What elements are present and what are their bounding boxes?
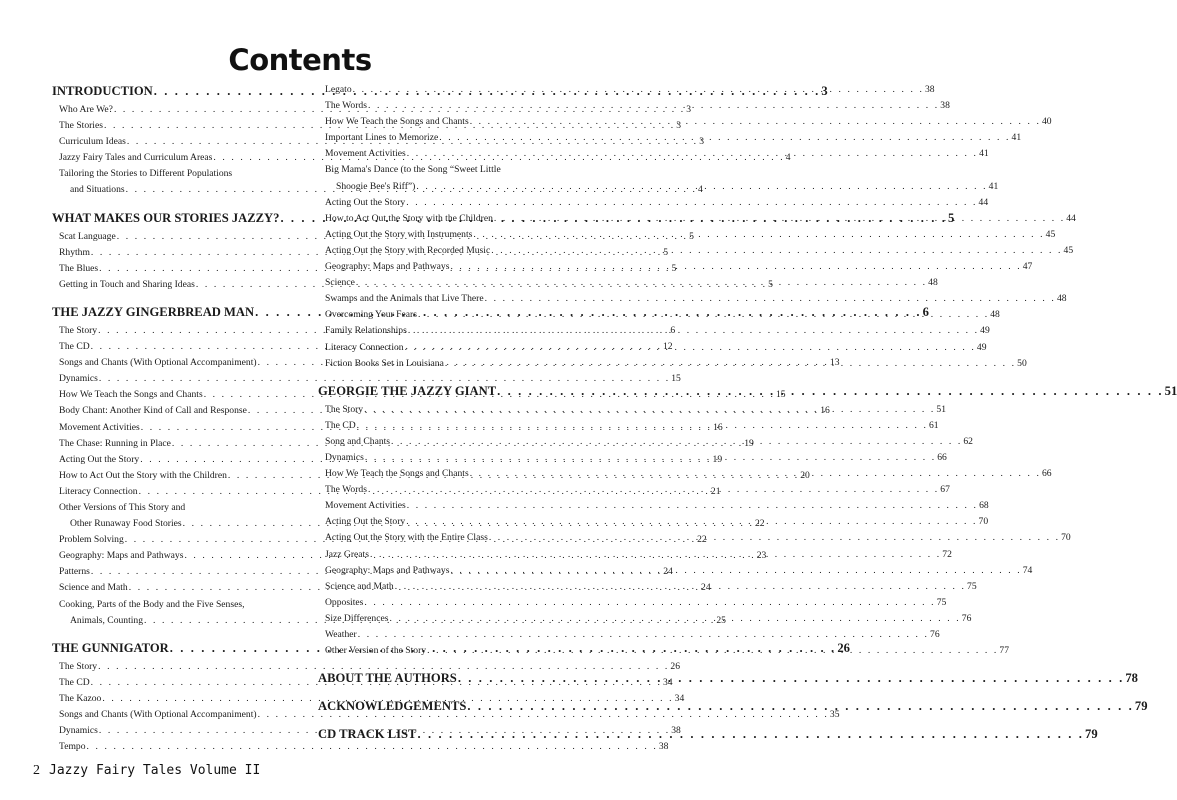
- toc-entry-page: 40: [1042, 116, 1052, 128]
- toc-entry-text: Cooking, Parts of the Body and the Five Senses,: [59, 598, 245, 610]
- page-footer: [33, 763, 260, 779]
- toc-entry-text: Movement Activities: [325, 148, 406, 160]
- toc-entry-page: 45: [1063, 244, 1074, 256]
- toc-entry-text: Song and Chants: [325, 435, 391, 447]
- section-heading-page: 79: [1085, 727, 1098, 742]
- section-heading-page: 78: [1125, 671, 1138, 686]
- toc-entry-text: The Stories: [59, 120, 103, 132]
- toc-entry: [318, 82, 935, 98]
- dot-leader: [494, 211, 1065, 227]
- toc-entry-page: 62: [963, 435, 973, 447]
- toc-entry-text: Jazz Greats: [325, 548, 369, 560]
- toc-entry-text: Who Are We?: [59, 104, 113, 115]
- dot-leader: [407, 498, 978, 514]
- toc-entry-text: The Blues: [59, 262, 99, 274]
- dot-leader: [407, 146, 978, 162]
- toc-entry: [52, 597, 289, 613]
- toc-entry-text: Geography: Maps and Pathways: [325, 564, 450, 576]
- toc-entry: [318, 243, 1074, 259]
- toc-entry-page: 15: [671, 373, 681, 385]
- toc-entry-text: Science and Math: [59, 582, 128, 594]
- toc-entry-text: Jazzy Fairy Tales and Curriculum Areas: [59, 152, 213, 164]
- toc-entry-page: 5: [671, 262, 677, 274]
- footer-page-number: 2: [33, 763, 40, 778]
- dot-leader: [489, 530, 1060, 546]
- toc-entry-page: 23: [756, 550, 767, 562]
- toc-entry-text: Getting in Touch and Sharing Ideas: [59, 278, 195, 290]
- toc-entry-text: Weather: [325, 629, 357, 640]
- toc-entry-text: Dynamics: [59, 373, 98, 385]
- section-heading-text: CD TRACK LIST: [318, 727, 417, 742]
- toc-entry-page: 77: [999, 645, 1009, 657]
- toc-entry-text: How We Teach the Songs and Chants: [325, 116, 469, 128]
- toc-entry: [318, 195, 989, 211]
- page-title: Contents: [228, 43, 372, 77]
- toc-entry-page: 72: [942, 548, 952, 560]
- toc-entry-text: Acting Out the Story with the Entire Class: [325, 532, 488, 544]
- section-heading-page: 6: [922, 304, 929, 319]
- toc-entry: [318, 627, 940, 643]
- dot-leader: [358, 627, 929, 643]
- toc-entry: [52, 707, 840, 723]
- toc-entry: [318, 307, 1000, 323]
- toc-entry: [318, 114, 1052, 130]
- toc-entry: [52, 500, 289, 516]
- toc-entry-page: 5: [663, 246, 669, 258]
- dot-leader: [470, 114, 1041, 130]
- toc-entry-text: How We Teach the Songs and Chants: [59, 389, 203, 401]
- toc-entry-page: 24: [663, 566, 673, 578]
- toc-entry-page: 76: [930, 629, 940, 640]
- section-heading-text: THE GUNNIGATOR: [52, 640, 169, 655]
- toc-entry: [318, 498, 989, 514]
- toc-entry-text: Acting Out the Story: [325, 516, 406, 528]
- toc-entry-page: 68: [979, 500, 989, 512]
- toc-entry-text: The Story: [325, 403, 364, 415]
- toc-entry-text: Songs and Chants (With Optional Accompaniment): [59, 709, 257, 720]
- toc-entry-text: The Story: [59, 660, 98, 672]
- toc-entry-page: 24: [701, 582, 711, 594]
- section-heading-text: WHAT MAKES OUR STORIES JAZZY?: [52, 210, 280, 225]
- toc-entry: [318, 146, 989, 162]
- toc-entry: [52, 739, 669, 755]
- section-heading-text: GEORGIE THE JAZZY GIANT: [318, 383, 497, 398]
- toc-entry-page: 50: [1017, 357, 1027, 369]
- toc-entry-page: 41: [1011, 132, 1022, 144]
- toc-entry-text: Overcoming Your Fears: [325, 309, 417, 321]
- toc-entry: [318, 595, 947, 611]
- toc-entry-text: Big Mama's Dance (to the Song “Sweet Little: [325, 164, 501, 176]
- toc-entry-text: Geography: Maps and Pathways: [59, 550, 184, 562]
- toc-entry-page: 16: [713, 421, 723, 433]
- dot-leader: [370, 547, 941, 563]
- dot-leader: [368, 98, 939, 114]
- toc-entry-text: Patterns: [59, 566, 90, 578]
- dot-leader: [458, 669, 1125, 687]
- dot-leader: [389, 611, 960, 627]
- toc-entry-page: 75: [936, 596, 947, 608]
- toc-entry-text: The Words: [325, 100, 367, 112]
- toc-entry-text: Literacy Connection: [59, 485, 138, 497]
- dot-leader: [485, 291, 1056, 307]
- toc-entry-text: Movement Activities: [59, 421, 140, 433]
- dot-leader: [445, 356, 1016, 372]
- toc-entry-page: 44: [1066, 212, 1076, 224]
- toc-entry: [318, 291, 1067, 307]
- toc-entry: [318, 130, 1022, 146]
- toc-entry-text: Curriculum Ideas: [59, 136, 126, 148]
- toc-entry: [318, 179, 999, 195]
- toc-entry-page: 6: [670, 324, 676, 336]
- dot-leader: [406, 195, 977, 211]
- toc-entry-page: 16: [820, 405, 830, 417]
- toc-entry-page: 38: [658, 741, 669, 753]
- section-heading-page: 3: [821, 84, 828, 98]
- toc-entry-page: 48: [990, 309, 1000, 321]
- toc-entry-text: The Kazoo: [59, 692, 102, 704]
- toc-entry-page: 66: [937, 451, 947, 463]
- dot-leader: [364, 595, 935, 611]
- toc-entry-page: 61: [928, 419, 939, 431]
- toc-entry-page: 19: [744, 437, 754, 449]
- dot-leader: [427, 643, 998, 659]
- dot-leader: [418, 307, 989, 323]
- toc-entry-page: 4: [785, 152, 791, 164]
- toc-entry-page: 48: [928, 277, 938, 289]
- toc-entry-page: 38: [671, 725, 681, 737]
- toc-entry-text: Dynamics: [59, 725, 98, 737]
- toc-entry-text: Other Versions of This Story and: [59, 501, 186, 513]
- toc-entry-text: How to Act Out the Story with the Children: [59, 469, 227, 481]
- toc-entry-page: 38: [940, 100, 950, 112]
- toc-entry-page: 12: [662, 341, 673, 353]
- toc-entry-text: Tempo: [59, 741, 86, 753]
- dot-leader: [408, 323, 979, 339]
- section-heading-page: 5: [948, 210, 955, 225]
- toc-entry-text: Animals, Counting: [70, 614, 144, 626]
- dot-leader: [417, 725, 1084, 743]
- dot-leader: [467, 697, 1134, 715]
- toc-entry-page: 26: [670, 660, 681, 672]
- dot-leader: [395, 579, 966, 595]
- toc-entry: [52, 371, 681, 387]
- toc-entry-text: Acting Out the Story with Recorded Music: [325, 244, 491, 256]
- section-heading-text: ACKNOWLEDGEMENTS: [318, 699, 467, 714]
- toc-entry: [52, 659, 681, 675]
- dot-leader: [356, 275, 927, 291]
- toc-entry-page: 70: [978, 516, 989, 528]
- toc-entry-text: Acting Out the Story: [325, 196, 406, 208]
- toc-entry-page: 48: [1056, 293, 1067, 305]
- toc-entry-text: The CD: [325, 419, 356, 431]
- toc-entry-page: 76: [961, 612, 972, 624]
- toc-entry-text: Size Differences: [325, 612, 389, 624]
- toc-entry-page: 13: [829, 357, 840, 369]
- toc-entry: [318, 259, 1033, 275]
- dot-leader: [365, 450, 936, 466]
- toc-entry-page: 5: [768, 278, 773, 290]
- toc-entry-text: Songs and Chants (With Optional Accompaniment): [59, 357, 257, 369]
- toc-entry-text: Geography: Maps and Pathways: [325, 261, 450, 273]
- toc-entry-text: and Situations: [70, 184, 125, 196]
- toc-entry-page: 5: [689, 230, 694, 242]
- toc-entry-page: 20: [800, 469, 810, 481]
- toc-entry: [318, 275, 938, 291]
- dot-leader: [473, 227, 1044, 243]
- toc-entry: [318, 162, 545, 178]
- toc-entry-text: How We Teach the Songs and Chants: [325, 468, 469, 480]
- toc-entry-text: Other Version of the Story: [325, 645, 427, 657]
- toc-entry-page: 75: [967, 580, 977, 592]
- toc-entry-page: 41: [979, 148, 989, 160]
- toc-entry-text: Movement Activities: [325, 500, 406, 512]
- toc-entry-text: Rhythm: [59, 246, 90, 258]
- toc-entry-text: The CD: [59, 676, 90, 688]
- dot-leader: [364, 402, 935, 418]
- toc-entry-text: Body Chant: Another Kind of Call and Response: [59, 405, 247, 417]
- toc-entry-page: 38: [924, 84, 935, 95]
- dot-leader: [470, 466, 1041, 482]
- toc-entry-text: Tailoring the Stories to Different Populations: [59, 168, 233, 180]
- toc-entry-text: Literacy Connection: [325, 341, 404, 353]
- toc-entry-text: Family Relationships: [325, 325, 407, 337]
- toc-entry-page: 51: [936, 403, 947, 415]
- toc-entry-text: Other Runaway Food Stories: [70, 518, 182, 530]
- toc-entry-text: The Story: [59, 324, 98, 336]
- dot-leader: [406, 514, 977, 530]
- toc-entry: [318, 227, 1056, 243]
- toc-entry: [318, 323, 990, 339]
- dot-leader: [416, 179, 987, 195]
- dot-leader: [353, 82, 924, 98]
- toc-entry-page: 34: [674, 692, 685, 704]
- toc-entry: [52, 580, 711, 596]
- toc-entry-text: Problem Solving: [59, 534, 124, 546]
- toc-entry-text: The CD: [59, 341, 90, 353]
- toc-entry-page: 49: [980, 325, 990, 337]
- toc-entry-text: The Chase: Running in Place: [59, 437, 171, 449]
- dot-leader: [497, 382, 1164, 400]
- toc-entry: [52, 166, 289, 182]
- toc-entry-page: 15: [776, 389, 786, 401]
- toc-entry-page: 45: [1045, 228, 1056, 240]
- dot-leader: [368, 482, 939, 498]
- toc-entry-page: 67: [940, 484, 950, 496]
- toc-entry-text: Opposites: [325, 596, 364, 608]
- toc-entry-page: 66: [1042, 468, 1052, 480]
- toc-entry-page: 3: [686, 104, 692, 115]
- toc-entry-page: 41: [988, 180, 999, 192]
- toc-entry-text: Scat Language: [59, 230, 116, 242]
- dot-leader: [450, 259, 1021, 275]
- toc-entry-page: 4: [697, 184, 703, 196]
- toc-entry-page: 74: [1022, 564, 1033, 576]
- section-heading-page: 79: [1134, 699, 1148, 714]
- toc-entry: [318, 98, 950, 114]
- toc-entry: [318, 211, 1076, 227]
- toc-entry-page: 22: [754, 518, 765, 530]
- toc-entry-page: 19: [712, 453, 723, 465]
- dot-leader: [405, 340, 976, 356]
- footer-book-title: Jazzy Fairy Tales Volume II: [49, 763, 261, 778]
- section-heading-page: 26: [837, 640, 850, 655]
- dot-leader: [391, 434, 962, 450]
- toc-entry-text: Science: [325, 277, 355, 289]
- dot-leader: [439, 130, 1010, 146]
- toc-entry-text: The Words: [325, 484, 367, 496]
- toc-entry-text: How to Act Out the Story with the Children: [325, 212, 493, 224]
- section-heading-page: 51: [1164, 383, 1177, 398]
- dot-leader: [357, 418, 928, 434]
- toc-entry-page: 21: [710, 485, 721, 497]
- toc-entry-page: 3: [676, 120, 682, 132]
- toc-entry-page: 22: [697, 534, 707, 546]
- toc-entry-text: Acting Out the Story with Instruments: [325, 228, 473, 240]
- toc-entry-page: 35: [829, 709, 840, 720]
- toc-entry-text: Fiction Books Set in Louisiana: [325, 357, 444, 369]
- toc-entry-page: 49: [976, 341, 987, 353]
- toc-entry-page: 3: [699, 136, 704, 148]
- toc-entry-text: Shoogie Bee's Riff”): [336, 180, 416, 192]
- toc-entry-page: 70: [1061, 532, 1071, 544]
- section-heading-text: THE JAZZY GINGERBREAD MAN: [52, 304, 255, 319]
- section-heading-text: INTRODUCTION: [52, 84, 153, 98]
- toc-entry-text: Science and Math: [325, 580, 394, 592]
- dot-leader: [450, 563, 1021, 579]
- toc-entry-text: Important Lines to Memorize: [325, 132, 439, 144]
- toc-entry-text: Dynamics: [325, 451, 364, 463]
- toc-entry-page: 44: [978, 196, 989, 208]
- toc-entry-text: Swamps and the Animals that Live There: [325, 293, 484, 305]
- toc-entry-page: 47: [1022, 261, 1033, 273]
- dot-leader: [491, 243, 1062, 259]
- toc-entry-page: 34: [662, 676, 673, 688]
- toc-entry-text: Acting Out the Story: [59, 453, 140, 465]
- toc-entry-page: 25: [716, 614, 726, 626]
- section-heading-text: ABOUT THE AUTHORS: [318, 671, 457, 686]
- toc-entry-text: Legato: [325, 84, 352, 95]
